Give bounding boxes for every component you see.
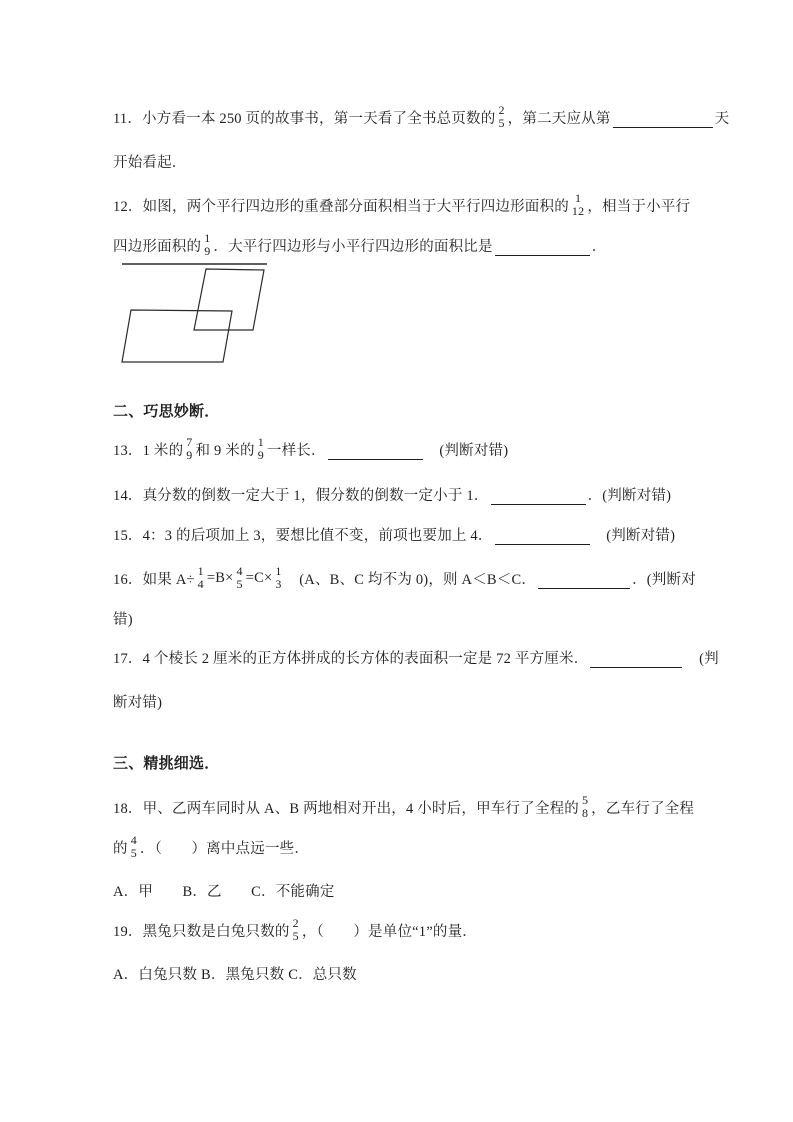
section-2-heading <box>113 390 219 430</box>
text-run: =C× <box>245 569 273 586</box>
fraction <box>198 565 204 590</box>
text-run: (判 <box>684 650 719 667</box>
text-run: 二、巧思妙断． <box>113 403 220 420</box>
answer-blank <box>495 523 590 545</box>
text-run: 14．真分数的倒数一定大于 1，假分数的倒数一定小于 1． <box>113 487 489 504</box>
text-run: 16．如果 A÷ <box>113 571 195 588</box>
text-run: ，乙车行了全程 <box>591 800 695 817</box>
answer-blank <box>538 567 630 589</box>
text-run: (A、B、C 均不为 0)，则 A＜B＜C． <box>284 571 537 588</box>
text-run: 11．小方看一本 250 页的故事书，第一天看了全书总页数的 <box>113 110 496 127</box>
text-run: ．大平行四边形与小平行四边形的面积比是 <box>213 238 493 255</box>
section-3-heading <box>113 742 219 782</box>
text-run: ．(判断对 <box>632 571 696 588</box>
text-run: 15．4：3 的后项加上 3，要想比值不变，前项也要加上 4． <box>113 527 493 544</box>
answer-blank <box>495 234 590 256</box>
text-run: (判断对错) <box>591 527 676 544</box>
text-run: (判断对错) <box>424 442 509 459</box>
q11-line1 <box>113 97 729 137</box>
text-run: 天 <box>714 110 730 127</box>
fraction-numerator: 4 <box>130 833 137 848</box>
text-run: ．(判断对错) <box>587 487 672 504</box>
text-run: ．（ ）离中点远一些． <box>139 840 310 857</box>
fraction-denominator: 3 <box>275 577 282 591</box>
fraction <box>131 834 137 859</box>
text-run: 和 9 米的 <box>195 442 255 459</box>
fraction-denominator: 8 <box>581 806 589 820</box>
q18-line2 <box>113 827 309 867</box>
q19-line1 <box>113 910 477 950</box>
text-run: ，（ ）是单位“1”的量． <box>301 923 477 940</box>
q17-line2 <box>113 681 162 721</box>
text-run: 19．黑兔只数是白兔只数的 <box>113 923 290 940</box>
q18-options <box>113 870 335 910</box>
q12-line1 <box>113 185 690 225</box>
fraction <box>275 565 281 590</box>
fraction <box>582 794 588 819</box>
q13-line1 <box>113 429 508 469</box>
text-run: 的 <box>113 840 128 857</box>
answer-blank <box>590 646 682 668</box>
fraction <box>572 192 584 217</box>
q17-line1 <box>113 637 719 677</box>
fraction-denominator: 9 <box>204 244 211 258</box>
answer-blank <box>328 438 423 460</box>
fraction <box>204 232 210 257</box>
fraction-numerator: 1 <box>575 191 582 206</box>
text-run: 错) <box>113 611 133 628</box>
fraction-numerator: 1 <box>275 564 282 579</box>
fraction-numerator: 5 <box>581 793 589 808</box>
small-parallelogram <box>194 269 264 330</box>
text-run: 开始看起． <box>113 154 187 171</box>
q11-line2 <box>113 141 187 181</box>
fraction-denominator: 9 <box>186 448 193 462</box>
fraction-numerator: 1 <box>197 564 204 579</box>
text-run: 四边形面积的 <box>113 238 202 255</box>
fraction <box>186 436 192 461</box>
fraction-denominator: 5 <box>498 116 505 130</box>
text-run: 17．4 个棱长 2 厘米的正方体拼成的长方体的表面积一定是 72 平方厘米． <box>113 650 589 667</box>
fraction-numerator: 2 <box>292 916 299 931</box>
text-run: 一样长． <box>266 442 326 459</box>
text-run: 12．如图，两个平行四边形的重叠部分面积相当于大平行四边形面积的 <box>113 198 569 215</box>
fraction-numerator: 1 <box>257 435 264 450</box>
text-run: A．白兔只数 B．黑兔只数 C．总只数 <box>113 966 357 983</box>
text-run: 13．1 米的 <box>113 442 184 459</box>
q18-line1 <box>113 787 694 827</box>
q14-line1 <box>113 474 671 514</box>
text-run: ，相当于小平行 <box>587 198 691 215</box>
fraction <box>237 565 243 590</box>
fraction-numerator: 7 <box>186 435 193 450</box>
fraction <box>258 436 264 461</box>
q16-line2 <box>113 598 133 638</box>
answer-blank <box>491 483 586 505</box>
parallelogram-figure <box>110 256 295 371</box>
text-run: ． <box>591 238 607 255</box>
fraction-numerator: 4 <box>236 564 243 579</box>
text-run: ，第二天应从第 <box>507 110 611 127</box>
text-run: 断对错) <box>113 694 163 711</box>
q15-line1 <box>113 514 675 554</box>
answer-blank <box>613 106 713 128</box>
text-run: 三、精挑细选． <box>113 755 220 772</box>
fraction-denominator: 12 <box>571 204 585 218</box>
fraction-denominator: 5 <box>292 929 299 943</box>
fraction-denominator: 5 <box>130 846 137 860</box>
q19-options <box>113 953 357 993</box>
fraction-denominator: 5 <box>236 577 243 591</box>
fraction-denominator: 9 <box>257 448 264 462</box>
large-parallelogram <box>122 310 232 362</box>
fraction-denominator: 4 <box>197 577 204 591</box>
fraction-numerator: 2 <box>498 103 505 118</box>
fraction <box>293 917 299 942</box>
fraction <box>498 104 504 129</box>
text-run: A．甲 B．乙 C．不能确定 <box>113 883 335 900</box>
q16-line1 <box>113 558 696 598</box>
fraction-numerator: 1 <box>204 231 211 246</box>
text-run: 18．甲、乙两车同时从 A、B 两地相对开出，4 小时后，甲车行了全程的 <box>113 800 579 817</box>
text-run: =B× <box>206 569 234 586</box>
